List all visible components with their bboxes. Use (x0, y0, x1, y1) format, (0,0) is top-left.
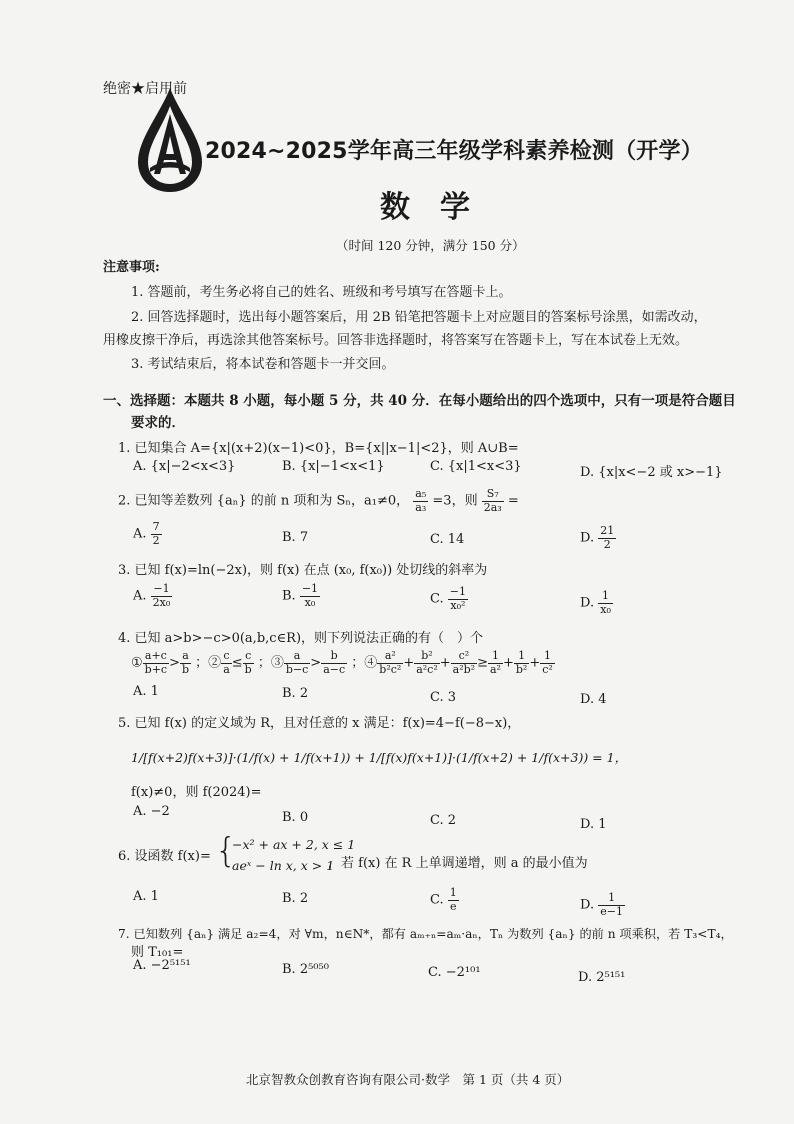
q3-a-label: A. (133, 588, 147, 604)
q2-ratio-fraction (413, 488, 428, 514)
question-3-stem: 3. 已知 f(x)=ln(−2x)，则 f(x) 在点 (x₀, f(x₀)) 处切线的斜率为 (118, 563, 488, 578)
q2-option-b: B. 7 (282, 530, 309, 545)
q4-option-a: A. 1 (133, 684, 159, 699)
question-7-stem-cont: 则 T₁₀₁= (131, 945, 184, 960)
q6-c-label: C. (430, 892, 444, 908)
q4-s1-op: > (169, 655, 180, 671)
q4-s1-mark: ① (131, 655, 143, 671)
q6-d-num: 1 (598, 892, 625, 906)
piecewise-brace-icon: { (215, 831, 237, 871)
q1-option-c: C. {x|1<x<3} (430, 459, 522, 474)
q4-option-c: C. 3 (430, 690, 457, 705)
question-7-stem: 7. 已知数列 {aₙ} 满足 a₂=4，对 ∀m，n∈N*，都有 aₘ₊ₙ=aₘ·aₙ，Tₙ 为数列 {aₙ} 的前 n 项乘积，若 T₃<T₄， (118, 927, 733, 941)
q4-s3-f2 (321, 650, 347, 676)
q2-a-label: A. (133, 526, 147, 542)
q6-option-b: B. 2 (282, 891, 309, 906)
q6-option-a: A. 1 (133, 889, 159, 904)
q4-s4-r2d: b² (515, 662, 528, 676)
q3-c-fraction (448, 586, 468, 612)
q4-s4-t3 (451, 650, 477, 676)
q6-option-c (430, 887, 459, 913)
q5-option-a: A. −2 (133, 804, 170, 819)
q2-ratio-num: a₅ (415, 487, 427, 500)
q2-option-d (580, 525, 616, 551)
question-2-stem (118, 488, 519, 514)
q4-s1-n1: a+c (143, 650, 169, 664)
exam-title: 2024~2025学年高三年级学科素养检测（开学） (205, 139, 703, 164)
q6-tail: ，若 f(x) 在 R 上单调递增，则 a 的最小值为 (328, 856, 588, 871)
q7-option-d: D. 2⁵¹⁵¹ (578, 970, 626, 985)
q2-a-fraction (151, 521, 162, 547)
q3-b-num: −1 (301, 582, 319, 595)
q4-s3-d1: b−c (285, 662, 309, 676)
q1-option-b: B. {x|−1<x<1} (282, 459, 385, 474)
subject-title: 数 学 (380, 190, 470, 225)
q2-d-fraction (598, 525, 616, 551)
notice-item-2-cont: 用橡皮擦干净后，再选涂其他答案标号。回答非选择题时，将答案写在答题卡上，写在本试卷上无效。 (103, 333, 689, 348)
q7-option-a: A. −2⁵¹⁵¹ (133, 958, 191, 973)
q6-d-den: e−1 (600, 904, 623, 918)
q4-option-d: D. 4 (580, 692, 607, 707)
q4-s3-n2: b (321, 650, 347, 664)
q2-option-a (133, 521, 162, 547)
q3-a-den: 2x₀ (152, 595, 171, 609)
q4-s2-n1: c (221, 650, 232, 664)
q3-b-label: B. (282, 588, 296, 604)
q4-s2-n2: c (243, 650, 254, 664)
q2-d-num: 21 (600, 524, 615, 537)
q5-option-b: B. 0 (282, 810, 309, 825)
q4-s3-op: > (310, 655, 322, 671)
q4-s3-n1: a (284, 650, 310, 664)
q4-s4-op: ≥ (477, 655, 488, 671)
q2-a-num: 7 (152, 520, 160, 533)
q4-s4-r1n: 1 (488, 650, 503, 664)
q4-s2-mark: ；② (195, 655, 222, 671)
q3-b-fraction (300, 583, 320, 609)
q2-option-c: C. 14 (430, 532, 465, 547)
q6-c-num: 1 (449, 886, 457, 899)
q3-option-a (133, 583, 172, 609)
q4-s4-t1n: a² (377, 650, 403, 664)
section-heading-cont: 要求的． (131, 415, 185, 431)
q4-s4-t2d: a²c² (416, 662, 438, 676)
q2-d-label: D. (580, 530, 595, 546)
q4-s4-t1 (377, 650, 403, 676)
q4-s4-t3n: c² (451, 650, 477, 664)
q4-plus-1: + (403, 655, 415, 671)
q3-a-num: −1 (151, 583, 173, 597)
q2-eq-text: =3，则 (432, 493, 478, 509)
q4-plus-3: + (502, 655, 514, 671)
q3-option-c (430, 586, 468, 612)
q4-s2-d2: b (244, 662, 252, 676)
q4-s2-f2 (243, 650, 254, 676)
question-4-stem: 4. 已知 a>b>−c>0(a,b,c∈R)，则下列说法正确的有（ ）个 (118, 631, 484, 646)
q4-s3-mark: ；③ (257, 655, 284, 671)
q3-d-fraction (598, 590, 613, 616)
q7-option-b: B. 2⁵⁰⁵⁰ (282, 962, 329, 977)
q2-ratio-den: a₃ (415, 500, 427, 514)
q6-option-d (580, 892, 625, 918)
time-info: （时间 120 分钟，满分 150 分） (336, 238, 525, 253)
q4-s4-r3d: c² (542, 662, 553, 676)
q4-s4-r3n: 1 (540, 650, 555, 664)
q4-s2-op: ≤ (231, 655, 243, 671)
q6-lead: 6. 设函数 f(x)= (118, 849, 211, 864)
q7-option-c: C. −2¹⁰¹ (428, 965, 481, 980)
notice-item-2: 2. 回答选择题时，选出每小题答案后，用 2B 铅笔把答题卡上对应题目的答案标号涂黑，如需改动， (131, 310, 707, 325)
q3-c-den: x₀² (450, 598, 466, 612)
page-footer: 北京智教众创教育咨询有限公司·数学 第 1 页（共 4 页） (246, 1072, 570, 1087)
q6-case-2: aeˣ − ln x, x > 1 (232, 858, 335, 873)
q3-c-num: −1 (449, 585, 466, 598)
exam-logo (130, 84, 210, 194)
q5-equation: 1/[f(x+2)f(x+3)]·(1/f(x) + 1/f(x+1)) + 1/[f(x)f(x+1)]·(1/f(x+2) + 1/f(x+3)) = 1， (131, 750, 628, 765)
section-heading: 一、选择题：本题共 8 小题，每小题 5 分，共 40 分．在每小题给出的四个选项中，只有一项是符合题目 (103, 393, 736, 409)
q6-d-label: D. (580, 897, 595, 913)
q4-s1-d2: b (181, 662, 190, 676)
q6-c-fraction (448, 887, 459, 913)
q4-s4-t1d: b²c² (379, 662, 402, 676)
notice-item-1: 1. 答题前，考生务必将自己的姓名、班级和考号填写在答题卡上。 (131, 285, 512, 300)
q2-target-den: 2a₃ (483, 500, 502, 514)
q3-option-b (282, 583, 320, 609)
notice-item-3: 3. 考试结束后，将本试卷和答题卡一并交回。 (131, 357, 395, 372)
q3-a-fraction (151, 583, 173, 609)
q2-target-fraction (482, 488, 504, 514)
q1-option-d: D. {x|x<−2 或 x>−1} (580, 465, 723, 480)
q3-b-den: x₀ (304, 595, 316, 609)
q2-tail: = (507, 493, 519, 509)
q6-d-fraction (598, 892, 625, 918)
q4-s3-d2: a−c (323, 662, 346, 676)
q4-s1-n2: a (180, 650, 191, 664)
q6-case-1: −x² + ax + 2, x ≤ 1 (232, 837, 356, 852)
q4-s4-r2n: 1 (514, 650, 529, 664)
q4-s4-r3 (540, 650, 555, 676)
q5-option-c: C. 2 (430, 813, 457, 828)
q5-option-d: D. 1 (580, 817, 607, 832)
q4-option-b: B. 2 (282, 686, 309, 701)
confidential-label: 绝密★启用前 (103, 81, 187, 97)
q4-s4-t2n: b² (414, 650, 440, 664)
notice-heading: 注意事项: (103, 260, 160, 275)
q2-stem-text: 2. 已知等差数列 {aₙ} 的前 n 项和为 Sₙ，a₁≠0， (118, 493, 410, 509)
q5-condition: f(x)≠0，则 f(2024)= (131, 785, 262, 800)
q4-s3-f1 (284, 650, 310, 676)
q6-c-den: e (450, 899, 457, 913)
q4-s4-r1d: a² (490, 662, 501, 676)
q3-d-label: D. (580, 595, 595, 611)
q1-option-a: A. {x|−2<x<3} (133, 459, 236, 474)
q2-d-den: 2 (603, 537, 611, 551)
q4-s1-d1: b+c (144, 662, 168, 676)
question-5-stem: 5. 已知 f(x) 的定义域为 R，且对任意的 x 满足：f(x)=4−f(−8−x)， (118, 716, 521, 731)
q4-s2-d1: a (223, 662, 230, 676)
q4-plus-4: + (529, 655, 541, 671)
q4-statements (131, 650, 555, 676)
q4-s2-f1 (221, 650, 232, 676)
q4-s1-f2 (180, 650, 191, 676)
q4-s4-t3d: a²b² (452, 662, 476, 676)
q3-option-d (580, 590, 613, 616)
q3-d-den: x₀ (600, 602, 611, 616)
q2-target-num: S₇ (482, 488, 504, 502)
q4-plus-2: + (439, 655, 451, 671)
question-1-stem: 1. 已知集合 A={x|(x+2)(x−1)<0}，B={x||x−1|<2}，则 A∪B= (118, 441, 519, 456)
q4-s4-r1 (488, 650, 503, 676)
q2-a-den: 2 (152, 533, 160, 547)
q3-d-num: 1 (598, 590, 613, 604)
q4-s4-mark: ；④ (351, 655, 378, 671)
q4-s4-t2 (414, 650, 440, 676)
q4-s4-r2 (514, 650, 529, 676)
q3-c-label: C. (430, 591, 444, 607)
q4-s1-f1 (143, 650, 169, 676)
